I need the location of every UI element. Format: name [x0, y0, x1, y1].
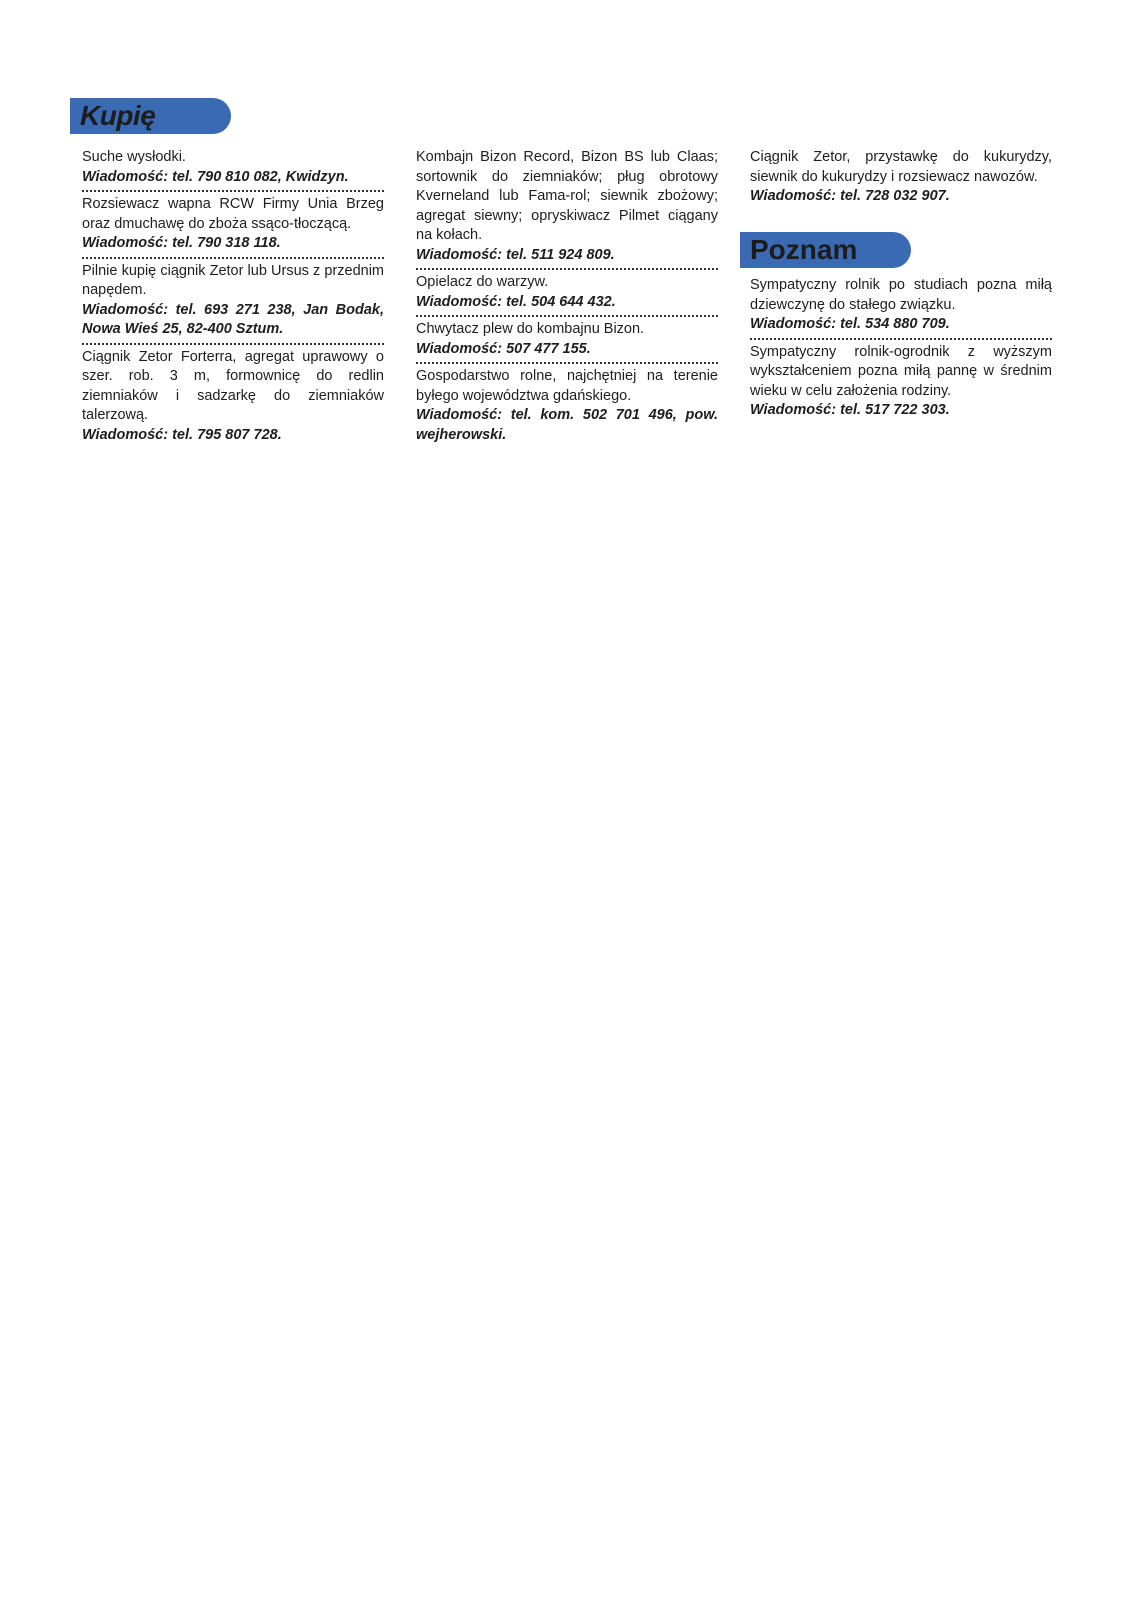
ads-column-3	[750, 146, 1052, 210]
ad-contact: Wiadomość: tel. 790 318 118.	[82, 235, 281, 251]
ad-item	[416, 268, 718, 315]
ad-text: Gospodarstwo rolne, najchętniej na terenie byłego województwa gdańskiego.	[416, 368, 718, 404]
ad-item	[82, 146, 384, 190]
ad-text: Suche wysłodki.	[82, 149, 186, 165]
ad-item	[82, 257, 384, 343]
ad-text: Kombajn Bizon Record, Bizon BS lub Claas; sortownik do ziemniaków; pług obrotowy Kverneland lub Fama-rol; siewnik zbożowy; agregat siewny; opryskiwacz Pilmet ciągany na kołach.	[416, 149, 718, 243]
ad-contact: Wiadomość: tel. 511 924 809.	[416, 246, 615, 263]
ad-text: Chwytacz plew do kombajnu Bizon.	[416, 321, 645, 337]
ad-contact: Wiadomość: tel. 534 880 709.	[750, 316, 950, 332]
ad-item	[750, 274, 1052, 338]
ad-text: Sympatyczny rolnik-ogrodnik z wyższym wykształceniem pozna miłą pannę w średnim wieku w celu założenia rodziny.	[750, 343, 1052, 399]
ad-contact: Wiadomość: 507 477 155.	[416, 340, 591, 357]
ad-text: Pilnie kupię ciągnik Zetor lub Ursus z przednim napędem.	[82, 262, 384, 298]
ad-contact: Wiadomość: tel. 795 807 728.	[82, 426, 282, 443]
ads-column-2	[416, 146, 718, 448]
ad-text: Opielacz do warzyw.	[416, 274, 549, 290]
ads-column-1	[82, 146, 384, 448]
ad-contact: Wiadomość: tel. 728 032 907.	[750, 188, 950, 204]
ad-contact: Wiadomość: tel. 790 810 082, Kwidzyn.	[82, 168, 349, 185]
ad-contact: Wiadomość: tel. 517 722 303.	[750, 402, 950, 418]
ad-item	[750, 146, 1052, 210]
section-title-kupie: Kupię	[70, 98, 231, 134]
ad-item	[82, 190, 384, 257]
ad-text: Sympatyczny rolnik po studiach pozna miłą dziewczynę do stałego związku.	[750, 277, 1052, 313]
ad-text: Rozsiewacz wapna RCW Firmy Unia Brzeg oraz dmuchawę do zboża ssąco-tłoczącą.	[82, 196, 384, 232]
ad-contact: Wiadomość: tel. 693 271 238, Jan Bodak, Nowa Wieś 25, 82-400 Sztum.	[82, 301, 384, 337]
ad-item	[416, 362, 718, 448]
ad-item	[82, 343, 384, 449]
section-title-poznam: Poznam	[740, 232, 911, 268]
ad-item	[416, 315, 718, 362]
ad-contact: Wiadomość: tel. kom. 502 701 496, pow. wejherowski.	[416, 407, 718, 443]
ad-contact: Wiadomość: tel. 504 644 432.	[416, 293, 616, 310]
ad-text: Ciągnik Zetor, przystawkę do kukurydzy, siewnik do kukurydzy i rozsiewacz nawozów.	[750, 149, 1052, 185]
poznam-ads-column	[750, 274, 1052, 424]
ad-item	[750, 338, 1052, 424]
ad-text: Ciągnik Zetor Forterra, agregat uprawowy o szer. rob. 3 m, formownicę do redlin ziemniaków i sadzarkę do ziemniaków talerzową.	[82, 348, 384, 423]
ad-item	[416, 146, 718, 268]
